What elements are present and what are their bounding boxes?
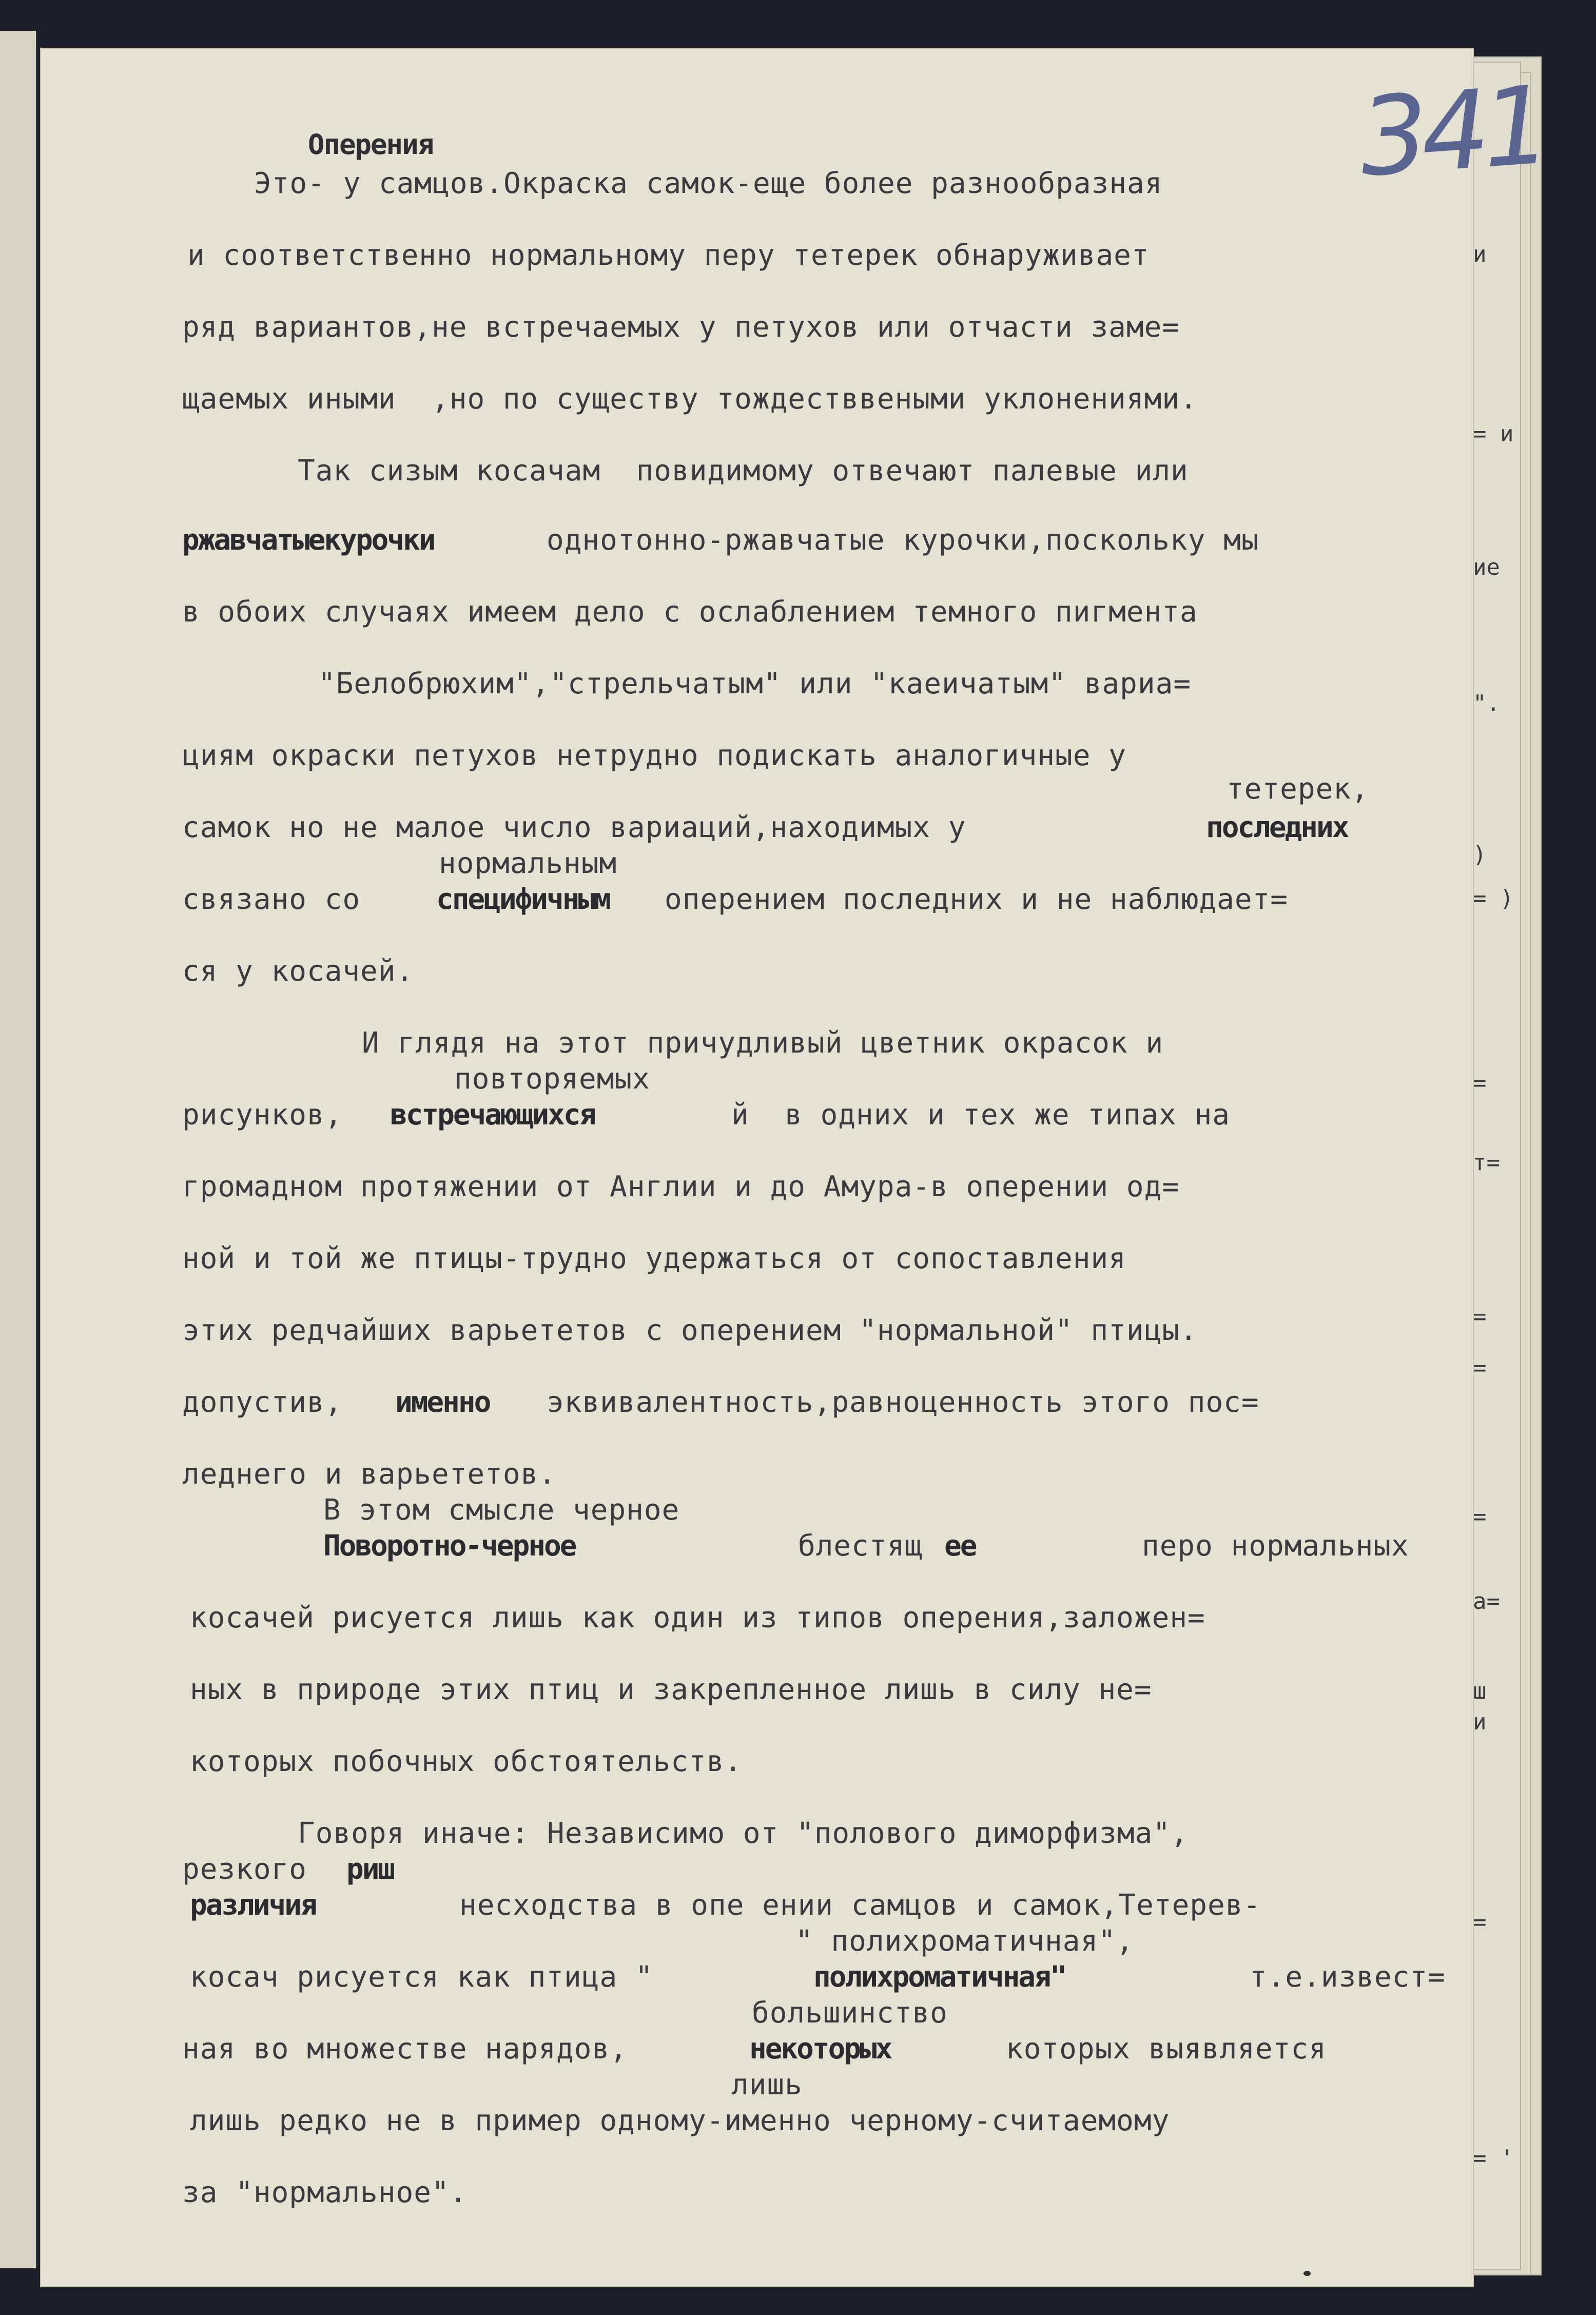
text-line: Говоря иначе: Независимо от "полового диморфизма",	[298, 1817, 1189, 1850]
margin-fragment: =	[1473, 1304, 1487, 1330]
text-line: ряд вариантов,не встречаемых у петухов или отчасти заме=	[182, 310, 1180, 344]
margin-fragment: =	[1473, 1355, 1487, 1381]
struck-text: последних	[1206, 811, 1348, 844]
struck-text: ржавчатыекурочки	[182, 523, 435, 557]
text-line: несходства в опе ении самцов и самок,Тетерев-	[459, 1889, 1261, 1922]
margin-fragment: ш	[1473, 1678, 1487, 1704]
text-line: перо нормальных	[1142, 1529, 1409, 1563]
text-line: рисунков,	[182, 1098, 343, 1132]
interlinear-insertion: тетерек,	[1227, 772, 1369, 806]
struck-text: именно	[395, 1386, 490, 1419]
struck-text: специфичным	[436, 883, 610, 916]
interlinear-insertion: повторяемых	[454, 1062, 650, 1096]
struck-text: полихроматичная"	[813, 1960, 1066, 1994]
margin-fragment: =	[1473, 1070, 1487, 1096]
text-line: Это- у самцов.Окраска самок-еще более разнообразная	[254, 167, 1163, 200]
text-line: эквивалентность,равноценность этого пос=	[547, 1386, 1259, 1419]
ink-speck	[1303, 2271, 1311, 2276]
text-line: И глядя на этот причудливый цветник окрасок и	[362, 1026, 1164, 1060]
folio-number: 341	[1355, 62, 1548, 201]
interlinear-insertion: В этом смысле черное	[323, 1493, 680, 1527]
interlinear-insertion: лишь	[731, 2068, 803, 2102]
text-line: этих редчайших варьететов с оперением "нормальной" птицы.	[182, 1314, 1198, 1347]
text-line: блестящ	[798, 1529, 923, 1563]
struck-text: ее	[944, 1529, 976, 1563]
text-line: которых побочных обстоятельств.	[190, 1745, 743, 1778]
interlinear-insertion: большинство	[752, 1996, 948, 2030]
text-line: щаемых иными ,но по существу тождестввеными уклонениями.	[182, 382, 1198, 416]
text-line: громадном протяжении от Англии и до Амура-в оперении од=	[182, 1170, 1180, 1203]
text-line: которых выявляется	[1006, 2032, 1327, 2066]
struck-heading: Оперения	[308, 128, 434, 161]
text-line: т.е.извест=	[1250, 1960, 1446, 1994]
margin-fragment: ие	[1473, 554, 1500, 580]
struck-text: риш	[346, 1853, 394, 1886]
text-line: циям окраски петухов нетрудно подискать аналогичные у	[182, 739, 1126, 772]
text-line: однотонно-ржавчатые курочки,поскольку мы	[547, 523, 1259, 557]
struck-text: встречающихся	[390, 1098, 595, 1132]
text-line: леднего и варьететов.	[182, 1457, 557, 1491]
text-line: в обоих случаях имеем дело с ослаблением темного пигмента	[182, 595, 1198, 629]
margin-fragment: а=	[1473, 1588, 1500, 1614]
struck-text: различия	[190, 1889, 316, 1922]
text-line: ся у косачей.	[182, 955, 414, 988]
interlinear-insertion: " полихроматичная",	[795, 1924, 1134, 1958]
text-line: Так сизым косачам повидимому отвечают палевые или	[298, 454, 1189, 488]
text-line: ных в природе этих птиц и закрепленное лишь в силу не=	[190, 1673, 1152, 1706]
previous-page-edge	[0, 31, 37, 2268]
text-line: ной и той же птицы-трудно удержаться от сопоставления	[182, 1242, 1126, 1275]
interlinear-insertion: резкого	[182, 1853, 307, 1886]
text-line: "Белобрюхим","стрельчатым" или "каеичатым" вариа=	[318, 667, 1192, 701]
margin-fragment: =	[1473, 1504, 1487, 1530]
struck-text: некоторых	[749, 2032, 891, 2066]
margin-fragment: )	[1473, 842, 1487, 868]
typewritten-page	[41, 49, 1548, 2286]
margin-fragment: = '	[1473, 2145, 1514, 2171]
text-line: й в одних и тех же типах на	[731, 1098, 1231, 1132]
margin-fragment: = и	[1473, 421, 1514, 447]
text-line: самок но не малое число вариаций,находимых у	[182, 811, 966, 844]
text-line: косачей рисуется лишь как один из типов оперения,заложен=	[190, 1601, 1205, 1635]
text-line: лишь редко не в пример одному-именно черному-считаемому	[190, 2104, 1170, 2137]
text-line: и соответственно нормальному перу тетерек обнаруживает	[187, 239, 1150, 272]
text-line: косач рисуется как птица "	[190, 1960, 653, 1994]
text-line: связано со	[182, 883, 361, 916]
margin-fragment: = )	[1473, 885, 1514, 911]
margin-fragment: ".	[1473, 690, 1500, 716]
struck-text: Поворотно-черное	[323, 1529, 576, 1563]
margin-fragment: =	[1473, 1909, 1487, 1935]
text-line: ная во множестве нарядов,	[182, 2032, 628, 2066]
text-line: за "нормальное".	[182, 2176, 468, 2209]
margin-fragment: и	[1473, 241, 1487, 267]
margin-fragment: и	[1473, 1709, 1487, 1735]
underlying-page-margin	[1473, 0, 1534, 2315]
text-line: оперением последних и не наблюдает=	[665, 883, 1289, 916]
interlinear-insertion: нормальным	[439, 847, 617, 880]
margin-fragment: т=	[1473, 1150, 1500, 1176]
text-line: допустив,	[182, 1386, 343, 1419]
